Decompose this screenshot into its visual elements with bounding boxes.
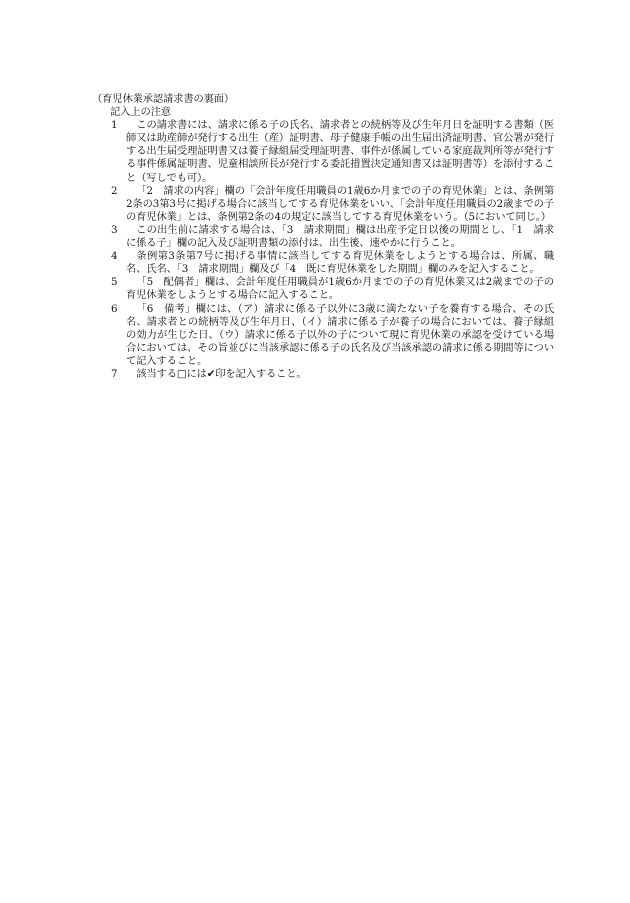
- note-item-2: [92, 185, 554, 224]
- note-number: 5: [111, 276, 118, 289]
- note-item-4: [92, 250, 554, 276]
- note-text: 「2 請求の内容」欄の「会計年度任用職員の1歳6か月までの子の育児休業」とは、条例第2条の3第3号に掲げる場合に該当してする育児休業をいい、「会計年度任用職員の2歳までの子の育児休業」とは、条例第2条の4の規定に該当してする育児休業をいう。（5において同じ。）: [126, 184, 554, 223]
- note-number: 2: [111, 184, 118, 197]
- note-number: 3: [111, 223, 118, 236]
- note-number: 1: [111, 119, 118, 132]
- note-item-5: [92, 276, 554, 302]
- note-number: 7: [111, 367, 118, 380]
- document-body: [92, 93, 554, 381]
- document-title: （育児休業承認請求書の裏面）: [92, 93, 235, 105]
- note-text: 条例第3条第7号に掲げる事情に該当してする育児休業をしようとする場合は、所属、職名、氏名、「3 請求期間」欄及び「4 既に育児休業をした期間」欄のみを記入すること。: [126, 250, 554, 276]
- note-item-6: [92, 303, 554, 368]
- note-number: 4: [111, 250, 118, 263]
- note-text: 「6 備考」欄には、（ア）請求に係る子以外に3歳に満たない子を養育する場合、その氏名、請求者との続柄等及び生年月日、（イ）請求に係る子が養子の場合においては、養子縁組の効力が生じた日、（ウ）請求に係る子以外の子について現に育児休業の承認を受けている場合においては、その旨並びに当該承認に係る子の氏名及び当該承認の請求に係る期間等について記入すること。: [126, 302, 554, 367]
- notes-heading: 記入上の注意: [110, 106, 171, 119]
- notes-list: [92, 119, 554, 381]
- note-number: 6: [111, 302, 118, 315]
- note-item-1: [92, 119, 554, 184]
- note-item-3: [92, 224, 554, 250]
- note-text: この請求書には、請求に係る子の氏名、請求者との続柄等及び生年月日を証明する書類（医師又は助産師が発行する出生（産）証明書、母子健康手帳の出生届出済証明書、官公署が発行する出生届受理証明書又は養子縁組届受理証明書、事件が係属している家庭裁判所等が発行する事件係属証明書、児童相談所長が発行する委託措置決定通知書又は証明書等）を添付すること（写しでも可）。: [126, 119, 554, 184]
- note-text: この出生前に請求する場合は、「3 請求期間」欄は出産予定日以後の期間とし、「1 請求に係る子」欄の記入及び証明書類の添付は、出生後、速やかに行うこと。: [126, 223, 554, 250]
- note-text: 「5 配偶者」欄は、会計年度任用職員が1歳6か月までの子の育児休業又は2歳までの子の育児休業をしようとする場合に記入すること。: [126, 276, 554, 302]
- note-item-7: [92, 368, 554, 381]
- note-text: 該当する□には✔印を記入すること。: [136, 367, 307, 380]
